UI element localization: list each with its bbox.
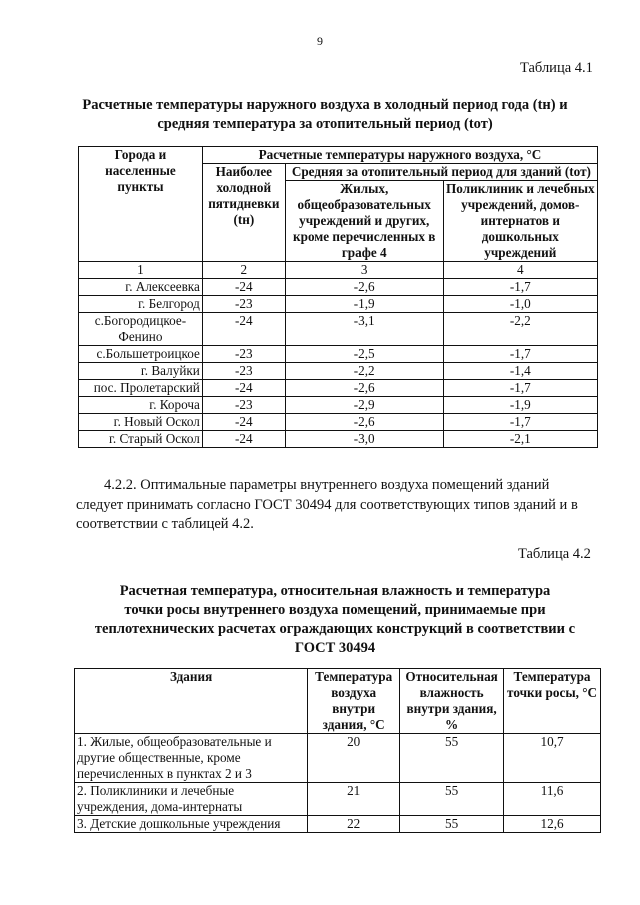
table1-title-line1: Расчетные температуры наружного воздуха в холодный период года (tн) и bbox=[82, 97, 568, 113]
value-cell: -24 bbox=[202, 380, 285, 397]
table-row bbox=[79, 279, 598, 296]
value-cell: 21 bbox=[308, 783, 400, 816]
value-cell: 55 bbox=[400, 816, 504, 833]
city-cell: г. Валуйки bbox=[79, 363, 203, 380]
city-cell: г. Алексеевка bbox=[79, 279, 203, 296]
table-row bbox=[79, 414, 598, 431]
table-row bbox=[79, 431, 598, 448]
table2-title bbox=[80, 582, 590, 658]
table1-label: Таблица 4.1 bbox=[520, 60, 593, 76]
value-cell: -23 bbox=[202, 363, 285, 380]
value-cell: -3,0 bbox=[285, 431, 443, 448]
table-row bbox=[75, 816, 601, 833]
city-cell: пос. Пролетарский bbox=[79, 380, 203, 397]
value-cell: -1,0 bbox=[443, 296, 597, 313]
table2-title-line3: теплотехнических расчетах ограждающих конструкций в соответствии с bbox=[94, 621, 576, 637]
value-cell: 10,7 bbox=[504, 734, 601, 783]
t1-num: 1 bbox=[79, 262, 203, 279]
value-cell: -24 bbox=[202, 431, 285, 448]
table2-title-line4: ГОСТ 30494 bbox=[294, 640, 376, 656]
value-cell: -2,6 bbox=[285, 414, 443, 431]
value-cell: -2,5 bbox=[285, 346, 443, 363]
value-cell: -2,2 bbox=[285, 363, 443, 380]
t1-header-coldest-5day: Наиболее холодной пятидневки (tн) bbox=[202, 164, 285, 262]
table-row bbox=[79, 380, 598, 397]
table-row bbox=[79, 397, 598, 414]
paragraph-line3: соответствии с таблицей 4.2. bbox=[76, 516, 254, 532]
value-cell: 55 bbox=[400, 783, 504, 816]
t2-header-dew-point: Температура точки росы, °С bbox=[504, 669, 601, 734]
t1-num: 3 bbox=[285, 262, 443, 279]
value-cell: -1,9 bbox=[285, 296, 443, 313]
table-row bbox=[75, 734, 601, 783]
building-cell: 2. Поликлиники и лечебные учреждения, дома-интернаты bbox=[75, 783, 308, 816]
city-cell: г. Старый Оскол bbox=[79, 431, 203, 448]
value-cell: -24 bbox=[202, 414, 285, 431]
t1-header-residential: Жилых, общеобразовательных учреждений и других, кроме перечисленных в графе 4 bbox=[285, 181, 443, 262]
value-cell: -1,7 bbox=[443, 279, 597, 296]
paragraph-4-2-2 bbox=[76, 476, 596, 535]
building-cell: 3. Детские дошкольные учреждения bbox=[75, 816, 308, 833]
value-cell: -23 bbox=[202, 397, 285, 414]
city-cell: г. Короча bbox=[79, 397, 203, 414]
table-row bbox=[79, 346, 598, 363]
table-4-1 bbox=[78, 146, 598, 448]
table2-label: Таблица 4.2 bbox=[518, 546, 591, 562]
t2-header-humidity: Относительная влажность внутри здания, % bbox=[400, 669, 504, 734]
value-cell: -2,6 bbox=[285, 380, 443, 397]
value-cell: 12,6 bbox=[504, 816, 601, 833]
value-cell: -1,7 bbox=[443, 414, 597, 431]
table2-title-line1: Расчетная температура, относительная влажность и температура bbox=[119, 583, 551, 599]
city-cell: с.Богородицкое-Фенино bbox=[79, 313, 203, 346]
t1-num: 2 bbox=[202, 262, 285, 279]
value-cell: -3,1 bbox=[285, 313, 443, 346]
table-row bbox=[75, 783, 601, 816]
table-4-2 bbox=[74, 668, 601, 833]
value-cell: 11,6 bbox=[504, 783, 601, 816]
t1-header-cities: Города и населенные пункты bbox=[79, 147, 203, 262]
value-cell: -1,7 bbox=[443, 346, 597, 363]
t2-header-buildings: Здания bbox=[75, 669, 308, 734]
value-cell: -2,1 bbox=[443, 431, 597, 448]
table1-title bbox=[60, 96, 590, 134]
value-cell: 20 bbox=[308, 734, 400, 783]
value-cell: -2,6 bbox=[285, 279, 443, 296]
value-cell: 55 bbox=[400, 734, 504, 783]
t1-header-clinics: Поликлиник и лечебных учреждений, домов-интернатов и дошкольных учреждений bbox=[443, 181, 597, 262]
value-cell: -1,4 bbox=[443, 363, 597, 380]
t1-num: 4 bbox=[443, 262, 597, 279]
paragraph-line2: следует принимать согласно ГОСТ 30494 для соответствующих типов зданий и в bbox=[76, 496, 578, 513]
value-cell: -1,7 bbox=[443, 380, 597, 397]
t1-header-group: Расчетные температуры наружного воздуха, °С bbox=[202, 147, 597, 164]
t2-header-temperature: Температура воздуха внутри здания, °С bbox=[308, 669, 400, 734]
t1-number-row bbox=[79, 262, 598, 279]
page-number: 9 bbox=[317, 34, 323, 48]
value-cell: -23 bbox=[202, 346, 285, 363]
building-cell: 1. Жилые, общеобразовательные и другие общественные, кроме перечисленных в пунктах 2 и 3 bbox=[75, 734, 308, 783]
city-cell: с.Большетроицкое bbox=[79, 346, 203, 363]
value-cell: -2,9 bbox=[285, 397, 443, 414]
value-cell: -1,9 bbox=[443, 397, 597, 414]
table-row bbox=[79, 296, 598, 313]
city-cell: г. Новый Оскол bbox=[79, 414, 203, 431]
table1-title-line2: средняя температура за отопительный период (tот) bbox=[157, 116, 493, 132]
table-row bbox=[79, 363, 598, 380]
t1-header-heating-period: Средняя за отопительный период для зданий (tот) bbox=[285, 164, 597, 181]
value-cell: 22 bbox=[308, 816, 400, 833]
paragraph-line1: 4.2.2. Оптимальные параметры внутреннего воздуха помещений зданий bbox=[104, 477, 550, 493]
table2-title-line2: точки росы внутреннего воздуха помещений, принимаемые при bbox=[124, 602, 546, 618]
value-cell: -23 bbox=[202, 296, 285, 313]
value-cell: -24 bbox=[202, 313, 285, 346]
value-cell: -24 bbox=[202, 279, 285, 296]
city-cell: г. Белгород bbox=[79, 296, 203, 313]
value-cell: -2,2 bbox=[443, 313, 597, 346]
table-row bbox=[79, 313, 598, 346]
